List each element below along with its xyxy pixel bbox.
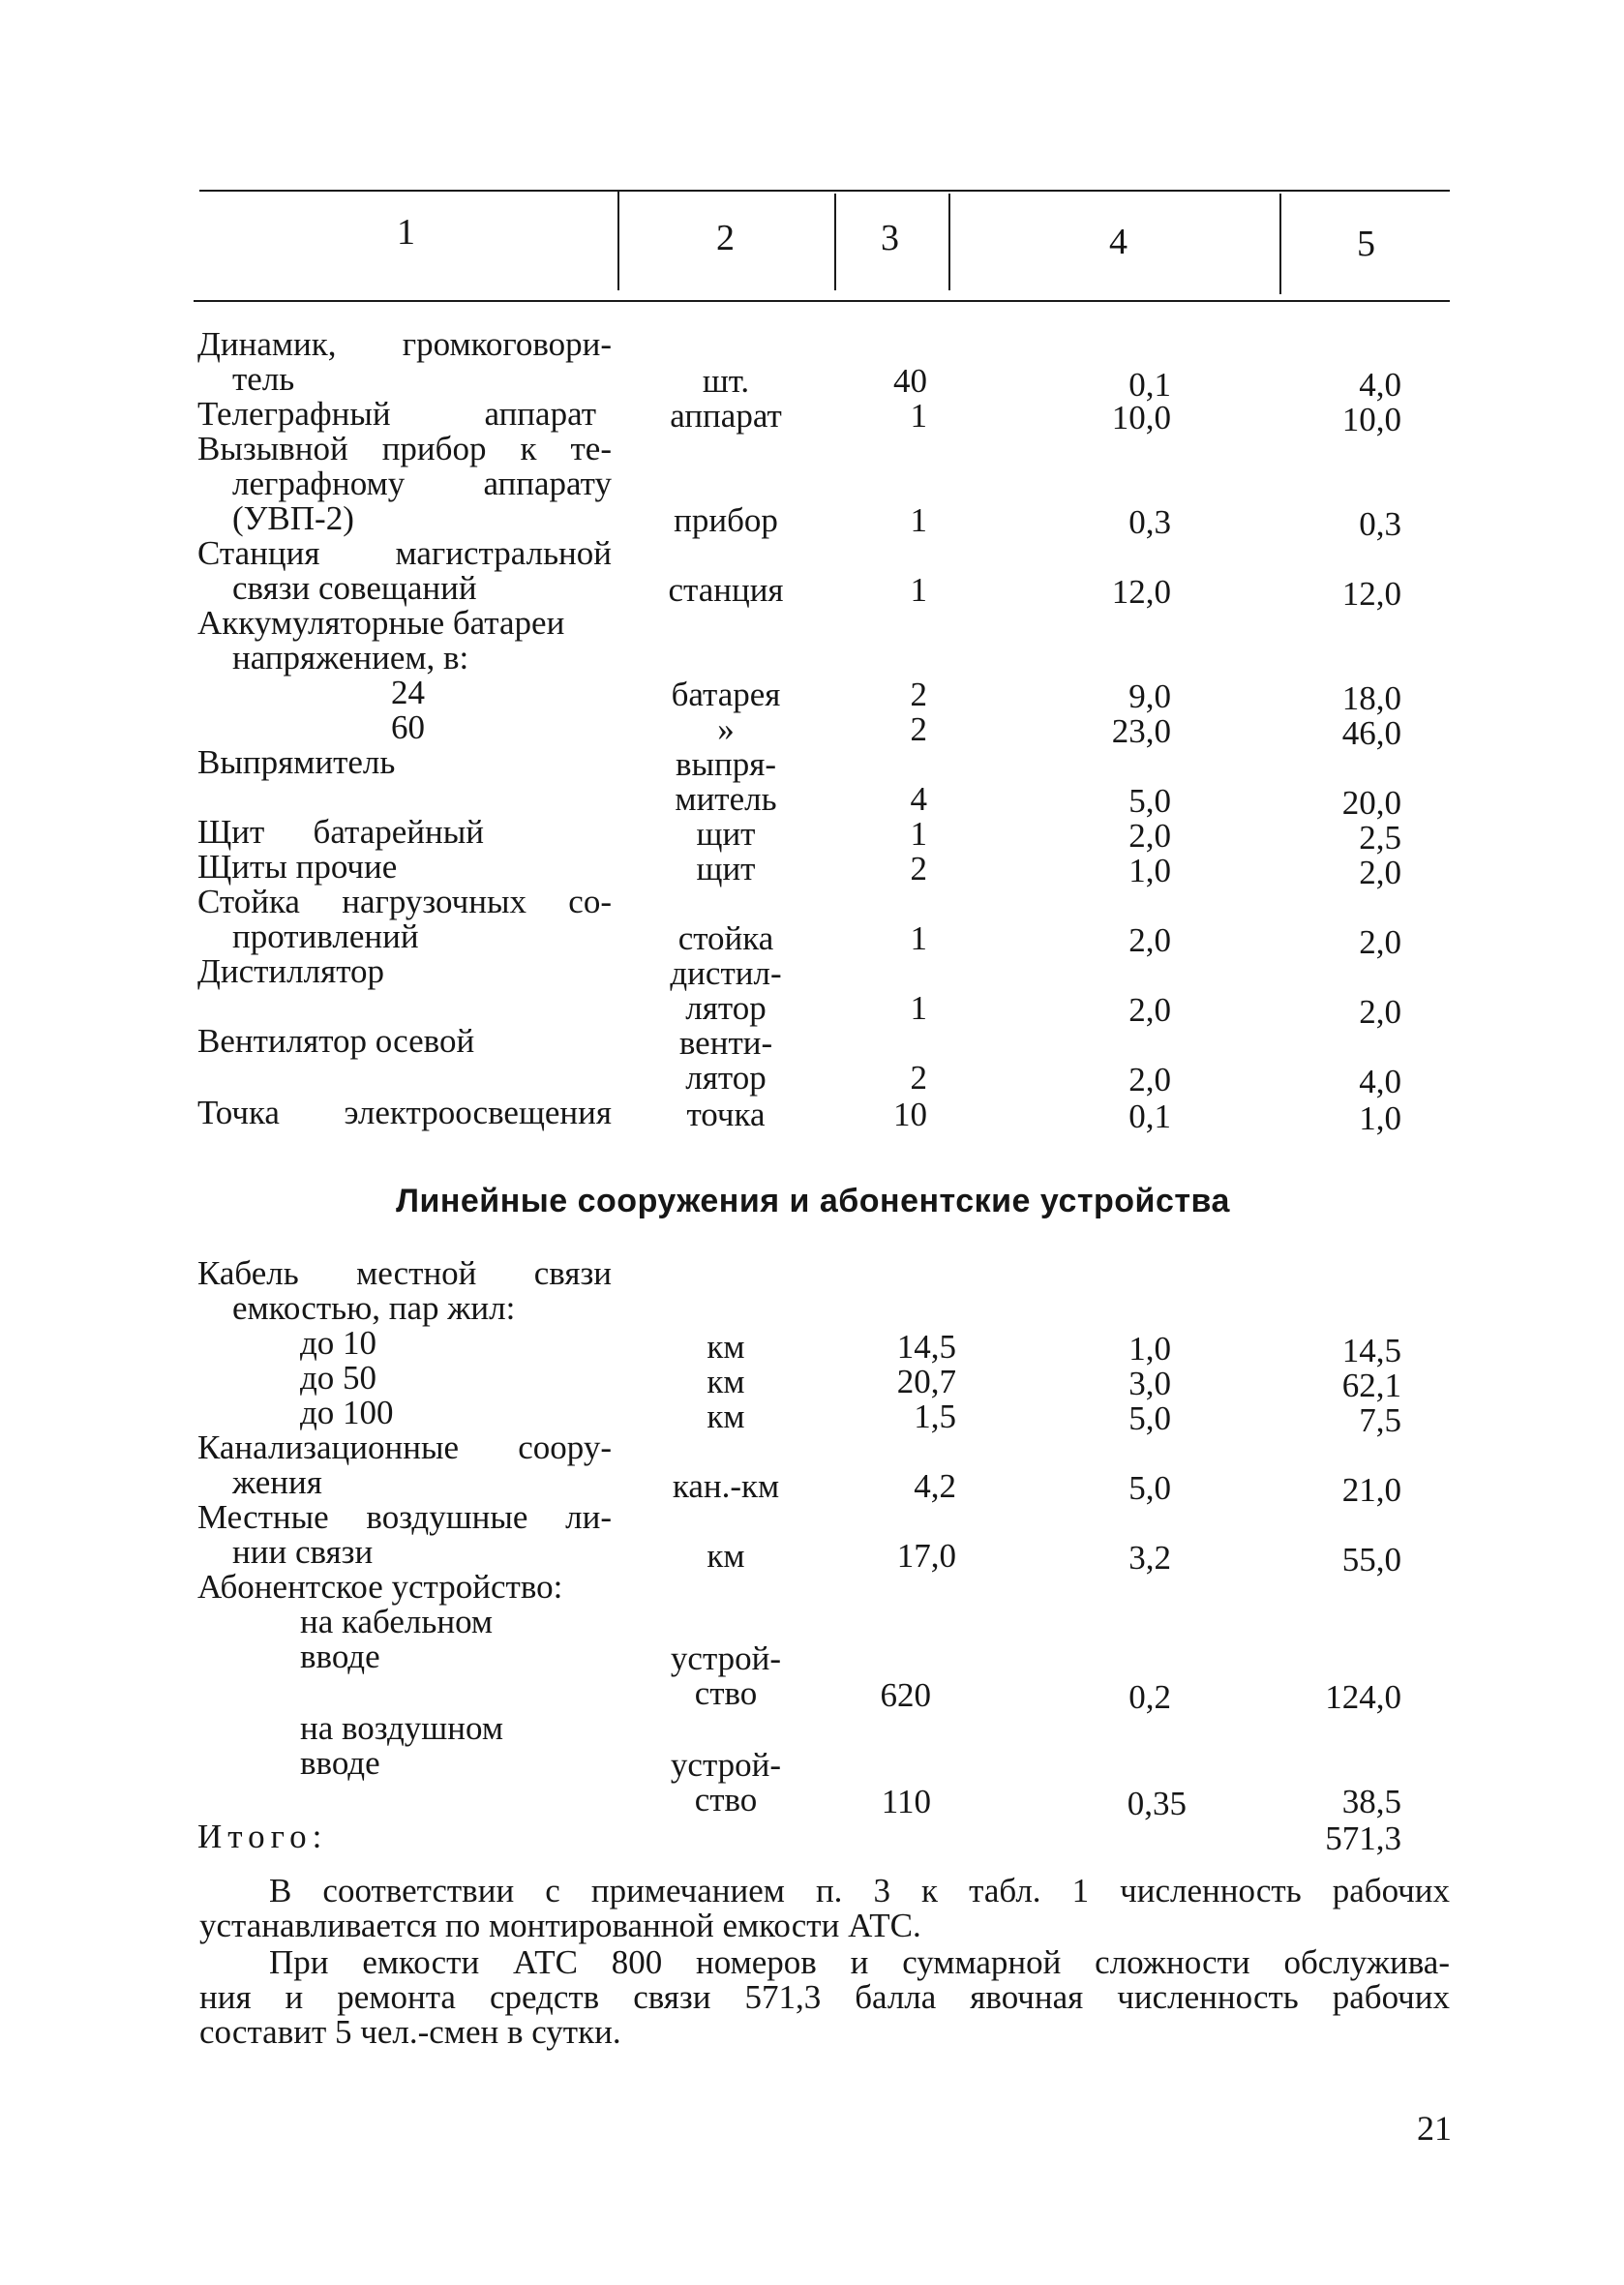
item-coefficient: 0,2 — [1128, 1678, 1171, 1716]
item-coefficient: 12,0 — [1111, 573, 1171, 611]
item-coefficient: 5,0 — [1128, 1399, 1171, 1437]
item-name: до 100 — [300, 1394, 394, 1431]
item-name: на кабельном — [300, 1603, 494, 1640]
item-unit: батарея — [671, 676, 781, 713]
column-divider — [834, 194, 836, 290]
item-name: Станция магистральной — [197, 534, 612, 572]
item-name: Точка электроосвещения — [197, 1094, 612, 1131]
item-total: 7,5 — [1359, 1401, 1401, 1439]
item-coefficient: 1,0 — [1128, 1330, 1171, 1368]
item-qty: 2 — [910, 676, 927, 713]
item-unit: венти- — [678, 1024, 773, 1062]
item-qty: 1 — [910, 919, 927, 957]
item-coefficient: 9,0 — [1128, 677, 1171, 715]
item-unit: щит — [696, 815, 756, 853]
paragraph-line: В соответствии с примечанием п. 3 к табл. 1 численность рабочих — [269, 1872, 1450, 1909]
item-qty: 2 — [910, 710, 927, 748]
item-qty: 110 — [881, 1783, 931, 1820]
item-coefficient: 2,0 — [1128, 1061, 1171, 1098]
item-coefficient: 1,0 — [1128, 852, 1171, 889]
item-name: до 10 — [300, 1324, 377, 1362]
item-total: 38,5 — [1341, 1783, 1401, 1820]
item-name: вводе — [300, 1638, 380, 1675]
column-divider — [948, 194, 950, 290]
item-name: Щит батарейный — [197, 813, 484, 851]
item-coefficient: 3,0 — [1128, 1365, 1171, 1402]
total-label: Итого: — [197, 1818, 328, 1855]
item-unit: ство — [694, 1781, 758, 1819]
item-name: противлений — [232, 917, 419, 955]
item-unit: дистил- — [670, 954, 782, 992]
item-total: 2,0 — [1359, 993, 1401, 1031]
item-qty: 20,7 — [896, 1363, 956, 1400]
item-coefficient: 2,0 — [1128, 991, 1171, 1029]
paragraph-line: составит 5 чел.-смен в сутки. — [199, 2013, 621, 2051]
item-name: леграфному аппарату — [232, 465, 612, 502]
table-top-rule — [199, 190, 1450, 192]
column-divider — [617, 190, 619, 290]
item-unit: аппарат — [670, 397, 782, 435]
item-qty: 1,5 — [914, 1398, 956, 1435]
item-unit: » — [717, 710, 735, 748]
item-qty: 1 — [910, 989, 927, 1027]
item-unit: стойка — [677, 919, 774, 957]
item-qty: 4 — [910, 780, 927, 818]
item-name: Местные воздушные ли- — [197, 1498, 612, 1536]
item-unit: лятор — [685, 1059, 767, 1097]
item-total: 14,5 — [1341, 1332, 1401, 1369]
item-unit: км — [707, 1328, 745, 1366]
paragraph-line: При емкости АТС 800 номеров и суммарной сложности обслужива- — [269, 1943, 1450, 1981]
column-divider — [1279, 194, 1281, 294]
item-name: тель — [232, 360, 295, 398]
item-unit: кан.-км — [672, 1467, 780, 1505]
item-coefficient: 23,0 — [1111, 712, 1171, 750]
item-coefficient: 5,0 — [1128, 782, 1171, 820]
item-qty: 1 — [910, 501, 927, 539]
item-qty: 1 — [910, 571, 927, 609]
item-unit: устрой- — [670, 1746, 782, 1784]
item-unit: щит — [696, 850, 756, 887]
item-name: связи совещаний — [232, 569, 477, 607]
table-header-bottom-rule — [194, 300, 1450, 302]
item-total: 1,0 — [1359, 1099, 1401, 1137]
item-name: Дистиллятор — [197, 952, 385, 990]
item-total: 124,0 — [1325, 1678, 1401, 1716]
item-unit: шт. — [702, 362, 750, 400]
item-total: 18,0 — [1341, 679, 1401, 717]
item-qty: 40 — [893, 362, 927, 400]
item-name: (УВП-2) — [232, 499, 354, 537]
item-total: 62,1 — [1341, 1367, 1401, 1404]
item-total: 21,0 — [1341, 1471, 1401, 1509]
item-coefficient: 3,2 — [1128, 1539, 1171, 1577]
item-coefficient: 5,0 — [1128, 1469, 1171, 1507]
item-total: 46,0 — [1341, 714, 1401, 752]
item-name: Выпрямитель — [197, 743, 396, 781]
item-qty: 2 — [910, 1059, 927, 1097]
item-name: Вентилятор осевой — [197, 1022, 475, 1060]
item-total: 55,0 — [1341, 1541, 1401, 1578]
item-name: Аккумуляторные батареи — [197, 604, 565, 642]
item-name: Кабель местной связи — [197, 1254, 612, 1292]
item-unit: устрой- — [670, 1639, 782, 1677]
paragraph-line: устанавливается по монтированной емкости АТС. — [199, 1907, 921, 1944]
item-name: напряжением, в: — [232, 639, 469, 676]
column-header-3: 3 — [881, 218, 899, 258]
item-coefficient: 0,1 — [1128, 366, 1171, 404]
item-unit: ство — [694, 1674, 758, 1712]
item-coefficient: 0,1 — [1128, 1097, 1171, 1135]
item-qty: 10 — [893, 1096, 927, 1133]
item-name: Щиты прочие — [197, 848, 398, 886]
item-total: 20,0 — [1341, 784, 1401, 822]
item-name: 24 — [391, 674, 425, 711]
item-name: Динамик, громкоговори- — [197, 325, 612, 363]
paragraph-line: ния и ремонта средств связи 571,3 балла явочная численность рабочих — [199, 1978, 1450, 2016]
item-name: Стойка нагрузочных со- — [197, 883, 612, 920]
item-coefficient: 0,35 — [1127, 1785, 1187, 1822]
item-total: 2,0 — [1359, 854, 1401, 891]
item-unit: станция — [668, 571, 784, 609]
item-qty: 1 — [910, 815, 927, 853]
column-header-1: 1 — [397, 212, 415, 253]
item-unit: выпря- — [675, 745, 777, 783]
item-qty: 4,2 — [914, 1467, 956, 1505]
item-total: 2,0 — [1359, 923, 1401, 961]
item-qty: 1 — [910, 397, 927, 435]
item-unit: км — [707, 1398, 745, 1435]
item-total: 0,3 — [1359, 505, 1401, 543]
item-total: 10,0 — [1341, 401, 1401, 438]
section-heading: Линейные сооружения и абонентские устройства — [396, 1183, 1230, 1219]
item-name: Телеграфный аппарат — [197, 395, 596, 433]
column-header-2: 2 — [716, 218, 735, 258]
column-header-5: 5 — [1357, 224, 1375, 264]
item-coefficient: 10,0 — [1111, 399, 1171, 436]
item-name: вводе — [300, 1744, 380, 1782]
item-qty: 14,5 — [896, 1328, 956, 1366]
item-name: до 50 — [300, 1359, 377, 1397]
item-total: 12,0 — [1341, 575, 1401, 613]
item-coefficient: 0,3 — [1128, 503, 1171, 541]
item-name: нии связи — [232, 1533, 374, 1571]
item-unit: км — [707, 1363, 745, 1400]
item-total: 2,5 — [1359, 819, 1401, 857]
item-qty: 620 — [880, 1676, 931, 1714]
item-total: 4,0 — [1359, 366, 1401, 404]
column-header-4: 4 — [1109, 222, 1128, 262]
item-total: 4,0 — [1359, 1063, 1401, 1100]
item-coefficient: 2,0 — [1128, 921, 1171, 959]
item-name: Абонентское устройство: — [197, 1568, 563, 1606]
item-name: емкостью, пар жил: — [232, 1289, 516, 1327]
item-name: жения — [232, 1463, 322, 1501]
page-number: 21 — [1417, 2109, 1452, 2148]
item-unit: точка — [686, 1096, 766, 1133]
item-unit: лятор — [685, 989, 767, 1027]
item-qty: 17,0 — [896, 1537, 956, 1575]
item-unit: митель — [675, 780, 777, 818]
item-unit: прибор — [674, 501, 778, 539]
item-coefficient: 2,0 — [1128, 817, 1171, 855]
item-name: 60 — [391, 708, 425, 746]
total-value: 571,3 — [1325, 1819, 1401, 1857]
item-qty: 2 — [910, 850, 927, 887]
item-unit: км — [707, 1537, 745, 1575]
item-name: Канализационные соору- — [197, 1428, 612, 1466]
item-name: Вызывной прибор к те- — [197, 430, 612, 467]
item-name: на воздушном — [300, 1709, 503, 1747]
